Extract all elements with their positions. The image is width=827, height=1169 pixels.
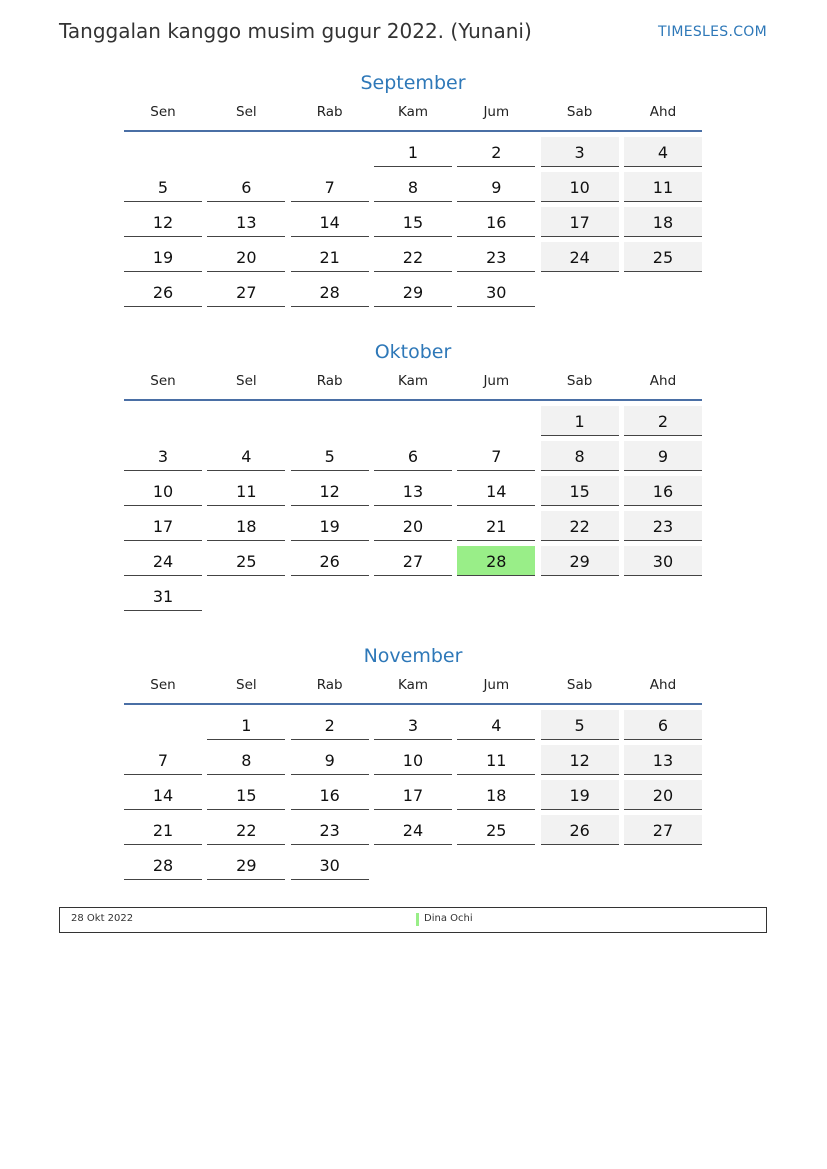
- day-cell: 10: [541, 172, 619, 202]
- weekday-label: Ahd: [649, 677, 677, 693]
- weekday-label: Sen: [150, 104, 176, 120]
- day-cell: 5: [541, 710, 619, 740]
- day-cell: 29: [207, 850, 285, 880]
- empty-cell: [291, 137, 369, 167]
- day-cell: 17: [541, 207, 619, 237]
- day-cell: 15: [541, 476, 619, 506]
- brand-link[interactable]: TIMESLES.COM: [658, 24, 767, 40]
- day-cell: 23: [291, 815, 369, 845]
- day-cell: 13: [374, 476, 452, 506]
- day-cell: 5: [291, 441, 369, 471]
- day-cell: 12: [541, 745, 619, 775]
- day-cell: 26: [291, 546, 369, 576]
- month-title: September: [360, 72, 466, 94]
- weekday-header: [124, 373, 702, 401]
- weekday-header: [124, 677, 702, 705]
- day-cell: 11: [457, 745, 535, 775]
- day-cell: 4: [457, 710, 535, 740]
- day-cell: 2: [624, 406, 702, 436]
- day-grid: [124, 406, 702, 611]
- day-cell: 11: [624, 172, 702, 202]
- day-cell: 31: [124, 581, 202, 611]
- day-cell: 22: [207, 815, 285, 845]
- day-cell: 6: [207, 172, 285, 202]
- day-cell: 8: [374, 172, 452, 202]
- day-cell: 22: [374, 242, 452, 272]
- weekday-label: Sen: [150, 373, 176, 389]
- day-cell: 13: [624, 745, 702, 775]
- weekday-label: Kam: [397, 104, 428, 120]
- day-cell: 18: [207, 511, 285, 541]
- day-cell: 30: [457, 277, 535, 307]
- day-cell: 30: [624, 546, 702, 576]
- day-cell: 1: [207, 710, 285, 740]
- day-cell: 20: [624, 780, 702, 810]
- day-cell: 25: [457, 815, 535, 845]
- day-cell: 26: [541, 815, 619, 845]
- day-cell: 13: [207, 207, 285, 237]
- day-cell: 23: [624, 511, 702, 541]
- weekday-header: [124, 104, 702, 132]
- day-cell: 9: [624, 441, 702, 471]
- weekday-label: Sen: [150, 677, 176, 693]
- month-title: Oktober: [374, 341, 452, 363]
- day-cell: 25: [207, 546, 285, 576]
- weekday-label: Sab: [566, 373, 593, 389]
- legend-date: 28 Okt 2022: [71, 913, 134, 924]
- day-cell: 10: [374, 745, 452, 775]
- weekday-label: Rab: [316, 677, 343, 693]
- weekday-label: Kam: [397, 677, 428, 693]
- month-november: [124, 643, 702, 880]
- holiday-day-cell: 28: [457, 546, 535, 576]
- legend-holiday-name: Dina Ochi: [424, 913, 473, 924]
- day-cell: 29: [541, 546, 619, 576]
- day-cell: 1: [541, 406, 619, 436]
- day-cell: 5: [124, 172, 202, 202]
- day-cell: 14: [124, 780, 202, 810]
- empty-cell: [207, 137, 285, 167]
- day-cell: 7: [457, 441, 535, 471]
- day-cell: 20: [374, 511, 452, 541]
- day-cell: 1: [374, 137, 452, 167]
- day-cell: 16: [457, 207, 535, 237]
- empty-cell: [124, 710, 202, 740]
- day-cell: 27: [624, 815, 702, 845]
- day-cell: 21: [457, 511, 535, 541]
- weekday-label: Kam: [397, 373, 428, 389]
- day-cell: 10: [124, 476, 202, 506]
- weekday-label: Sel: [236, 373, 257, 389]
- day-cell: 19: [124, 242, 202, 272]
- day-cell: 4: [624, 137, 702, 167]
- day-grid: [124, 137, 702, 307]
- day-cell: 19: [541, 780, 619, 810]
- empty-cell: [374, 406, 452, 436]
- holiday-legend: [59, 907, 767, 933]
- day-cell: 15: [374, 207, 452, 237]
- day-cell: 17: [374, 780, 452, 810]
- day-cell: 20: [207, 242, 285, 272]
- day-cell: 24: [541, 242, 619, 272]
- day-cell: 16: [624, 476, 702, 506]
- day-cell: 21: [124, 815, 202, 845]
- day-cell: 24: [374, 815, 452, 845]
- day-cell: 19: [291, 511, 369, 541]
- empty-cell: [124, 406, 202, 436]
- day-cell: 9: [291, 745, 369, 775]
- day-cell: 30: [291, 850, 369, 880]
- weekday-label: Sel: [236, 677, 257, 693]
- empty-cell: [457, 406, 535, 436]
- day-cell: 12: [124, 207, 202, 237]
- month-oktober: [124, 339, 702, 611]
- day-cell: 25: [624, 242, 702, 272]
- day-cell: 26: [124, 277, 202, 307]
- weekday-label: Ahd: [649, 373, 677, 389]
- page-title: Tanggalan kanggo musim gugur 2022. (Yunani): [59, 19, 532, 43]
- day-cell: 15: [207, 780, 285, 810]
- empty-cell: [207, 406, 285, 436]
- day-cell: 7: [124, 745, 202, 775]
- day-cell: 18: [457, 780, 535, 810]
- weekday-label: Rab: [316, 104, 343, 120]
- day-cell: 8: [207, 745, 285, 775]
- day-cell: 6: [374, 441, 452, 471]
- day-cell: 28: [124, 850, 202, 880]
- day-cell: 27: [374, 546, 452, 576]
- day-cell: 3: [124, 441, 202, 471]
- day-cell: 6: [624, 710, 702, 740]
- day-cell: 3: [541, 137, 619, 167]
- day-cell: 18: [624, 207, 702, 237]
- day-grid: [124, 710, 702, 880]
- month-september: [124, 70, 702, 307]
- empty-cell: [124, 137, 202, 167]
- month-title: November: [363, 645, 463, 667]
- day-cell: 14: [291, 207, 369, 237]
- day-cell: 22: [541, 511, 619, 541]
- day-cell: 12: [291, 476, 369, 506]
- weekday-label: Jum: [483, 373, 510, 389]
- weekday-label: Jum: [483, 104, 510, 120]
- empty-cell: [291, 406, 369, 436]
- weekday-label: Sel: [236, 104, 257, 120]
- day-cell: 11: [207, 476, 285, 506]
- weekday-label: Ahd: [649, 104, 677, 120]
- weekday-label: Rab: [316, 373, 343, 389]
- day-cell: 21: [291, 242, 369, 272]
- weekday-label: Jum: [483, 677, 510, 693]
- day-cell: 24: [124, 546, 202, 576]
- day-cell: 9: [457, 172, 535, 202]
- holiday-color-marker: [416, 913, 419, 926]
- day-cell: 2: [457, 137, 535, 167]
- day-cell: 3: [374, 710, 452, 740]
- weekday-label: Sab: [566, 104, 593, 120]
- day-cell: 29: [374, 277, 452, 307]
- day-cell: 8: [541, 441, 619, 471]
- day-cell: 17: [124, 511, 202, 541]
- day-cell: 2: [291, 710, 369, 740]
- day-cell: 27: [207, 277, 285, 307]
- day-cell: 28: [291, 277, 369, 307]
- day-cell: 7: [291, 172, 369, 202]
- day-cell: 16: [291, 780, 369, 810]
- day-cell: 4: [207, 441, 285, 471]
- weekday-label: Sab: [566, 677, 593, 693]
- day-cell: 14: [457, 476, 535, 506]
- day-cell: 23: [457, 242, 535, 272]
